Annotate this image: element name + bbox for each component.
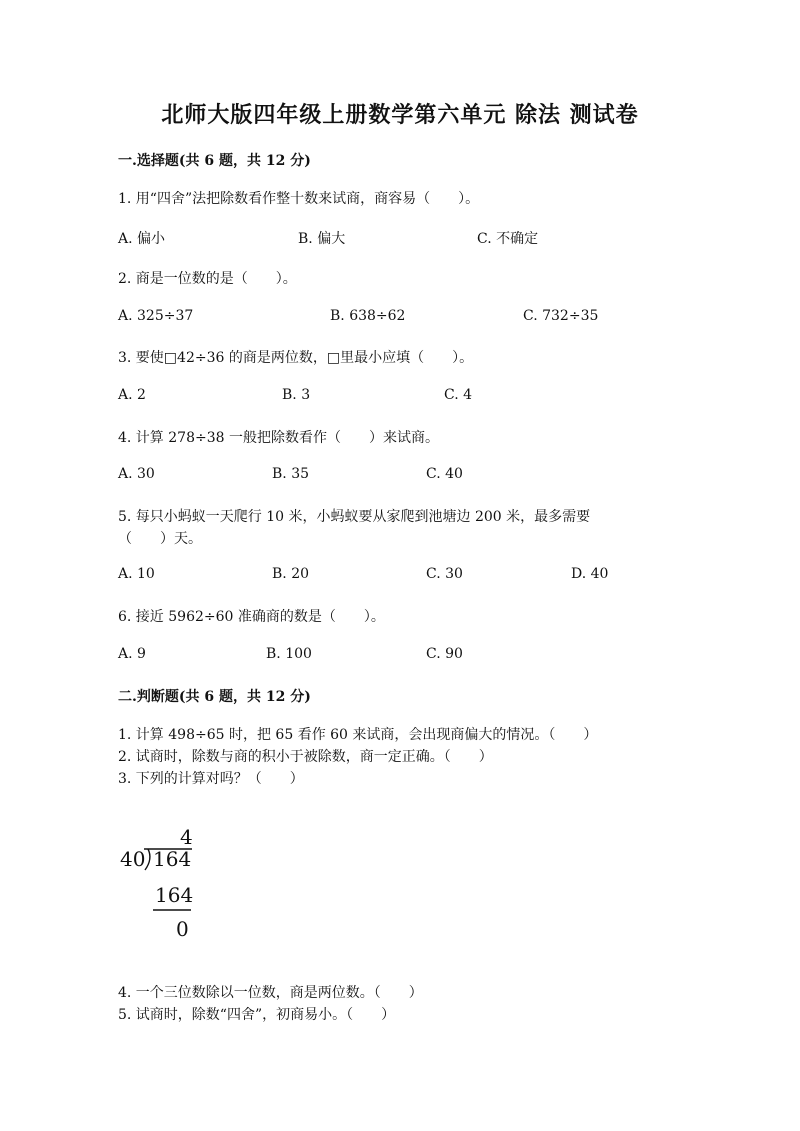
question-4: 4. 计算 278÷38 一般把除数看作（ ）来试商。 (118, 430, 439, 446)
q1-option-b: B. 偏大 (298, 231, 346, 247)
page-title: 北师大版四年级上册数学第六单元 除法 测试卷 (161, 102, 639, 128)
judgment-5: 5. 试商时，除数“四舍”，初商易小。（ ） (118, 1007, 396, 1023)
q5-option-a: A. 10 (118, 566, 155, 582)
q1-option-c: C. 不确定 (477, 231, 539, 247)
question-3: 3. 要使□42÷36 的商是两位数，□里最小应填（ ）。 (118, 350, 474, 366)
division-product: 164 (155, 883, 194, 907)
q5-option-d: D. 40 (571, 566, 609, 582)
division-divisor: 40 (120, 847, 146, 871)
q5-option-c: C. 30 (426, 566, 463, 582)
q2-option-c: C. 732÷35 (523, 308, 599, 324)
q1-option-a: A. 偏小 (118, 231, 166, 247)
judgment-2: 2. 试商时，除数与商的积小于被除数，商一定正确。（ ） (118, 749, 493, 765)
division-dividend: 164 (153, 847, 192, 871)
question-2: 2. 商是一位数的是（ ）。 (118, 271, 297, 287)
q4-option-a: A. 30 (118, 466, 155, 482)
division-quotient: 4 (180, 825, 193, 849)
question-6: 6. 接近 5962÷60 准确商的数是（ ）。 (118, 609, 385, 625)
question-5: 5. 每只小蚂蚁一天爬行 10 米，小蚂蚁要从家爬到池塘边 200 米，最多需要 (118, 509, 591, 525)
judgment-1: 1. 计算 498÷65 时，把 65 看作 60 来试商，会出现商偏大的情况。（ ） (118, 727, 598, 743)
q5-option-b: B. 20 (272, 566, 310, 582)
division-remainder: 0 (176, 917, 189, 941)
q3-option-b: B. 3 (282, 387, 311, 403)
q4-option-c: C. 40 (426, 466, 463, 482)
q4-option-b: B. 35 (272, 466, 310, 482)
q6-option-b: B. 100 (266, 646, 312, 662)
section1-heading: 一.选择题(共 6 题，共 12 分) (118, 153, 311, 169)
long-division-figure (118, 822, 208, 942)
q6-option-a: A. 9 (118, 646, 146, 662)
section2-heading: 二.判断题(共 6 题，共 12 分) (118, 689, 311, 705)
q6-option-c: C. 90 (426, 646, 463, 662)
q3-option-c: C. 4 (444, 387, 473, 403)
judgment-3: 3. 下列的计算对吗？（ ） (118, 771, 304, 787)
q2-option-b: B. 638÷62 (330, 308, 406, 324)
question-1: 1. 用“四舍”法把除数看作整十数来试商，商容易（ ）。 (118, 191, 480, 207)
q3-option-a: A. 2 (118, 387, 146, 403)
question-5-cont: （ ）天。 (118, 531, 202, 547)
q2-option-a: A. 325÷37 (118, 308, 194, 324)
judgment-4: 4. 一个三位数除以一位数，商是两位数。（ ） (118, 985, 423, 1001)
